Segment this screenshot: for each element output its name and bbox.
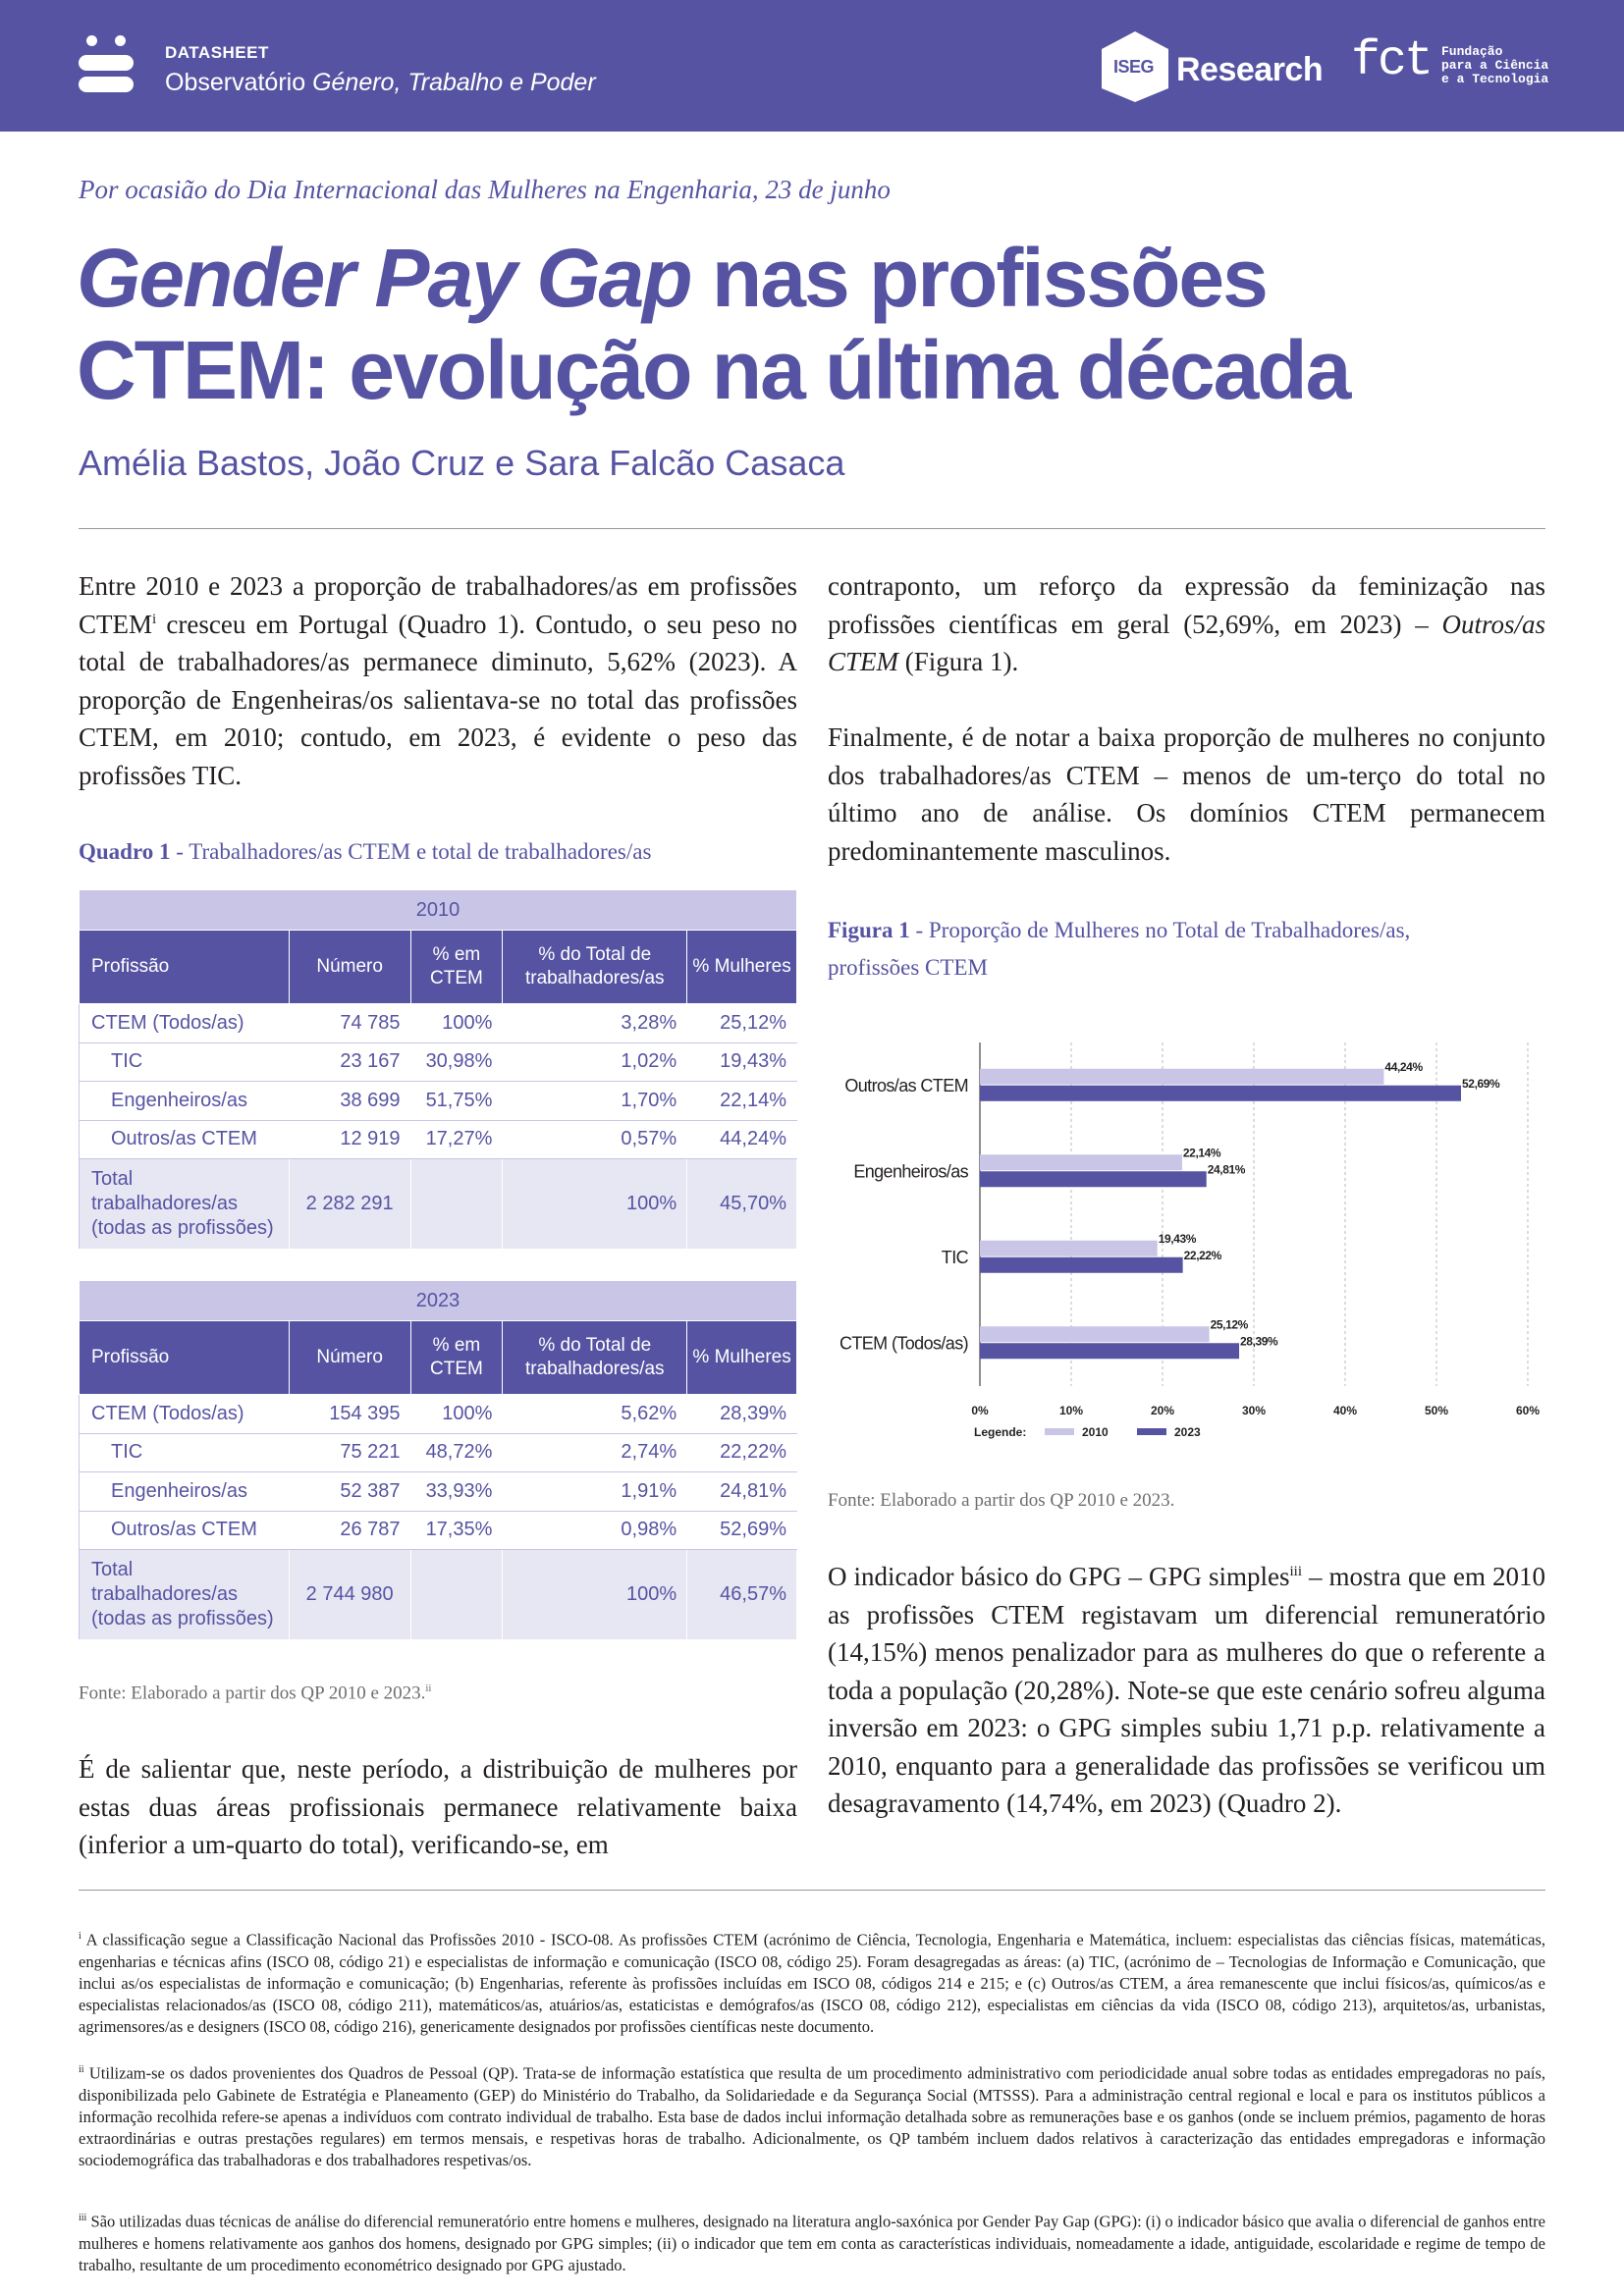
legend-label: 2023 — [1174, 1425, 1201, 1439]
divider — [79, 528, 1545, 529]
bar-2023 — [980, 1257, 1183, 1273]
bar-2010 — [980, 1241, 1158, 1256]
table-row — [80, 1082, 797, 1121]
cell-pct-total: 5,62% — [503, 1395, 687, 1434]
cell-pct-mulheres: 19,43% — [687, 1042, 797, 1082]
cell-pct-total: 1,02% — [503, 1042, 687, 1082]
cell-pct-ctem: 51,75% — [410, 1082, 503, 1121]
fct-logo-text: Fundação para a Ciência e a Tecnologia — [1441, 44, 1549, 86]
table-row — [80, 1120, 797, 1159]
cell-profissao: Engenheiros/as — [80, 1472, 290, 1512]
legend-swatch — [1137, 1428, 1166, 1435]
legend-title: Legende: — [974, 1425, 1027, 1439]
observatorio-name: Observatório Género, Trabalho e Poder — [165, 69, 596, 96]
cell-pct-total: 1,70% — [503, 1082, 687, 1121]
table-row — [80, 1472, 797, 1512]
cell-profissao: Engenheiros/as — [80, 1082, 290, 1121]
table-row — [80, 1433, 797, 1472]
cell-pct-total: 0,57% — [503, 1120, 687, 1159]
cell-numero: 26 787 — [289, 1511, 410, 1550]
footnote-2: $^{ii}$ Utilizam-se os dados provenientes dos Quadros de Pessoal (QP). Trata-se de informação estatística que resulta de um procedimento administrativo com periodicidade anual sobre todas as entidades empregadoras no país, disponibilizada pelo Gabinete de Estratégia e Planeamento (GEP) do Ministério do Trabalho, da Solidariedade e da Segurança Social (MTSSS). Para a administração central regional e local e para os institutos públicos a informação recolhida refere-se apenas a indivíduos com contrato individual de trabalho. Esta base de dados inclui informação detalhada sobre as remunerações base e os ganhos (onde se incluem prémios, pagamento de horas extraordinárias e outras prestações regulares) em termos mensais, e respetivas horas de trabalho. Adicionalmente, os QP também incluem dados relativos à caracterização das entidades empregadoras e informação sociodemográfica das trabalhadoras e dos trabalhadores respetivas/os. — [79, 2063, 1545, 2169]
cell-profissao: CTEM (Todos/as) — [80, 1395, 290, 1434]
page-title: Gender Pay Gap nas profissões CTEM: evolução na última década — [77, 232, 1350, 416]
paragraph-contraponto: contraponto, um reforço da expressão da feminização nas profissões científicas em geral (52,69%, em 2023) – Outros/as CTEM (Figura 1). — [828, 571, 1545, 676]
cell-numero: 2 744 980 — [289, 1550, 410, 1640]
column-header: % em CTEM — [410, 931, 503, 1004]
observatorio-logo-icon — [79, 35, 134, 96]
cell-pct-mulheres: 46,57% — [687, 1550, 797, 1640]
column-header: % Mulheres — [687, 1321, 797, 1395]
cell-pct-ctem — [410, 1550, 503, 1640]
table-row-total — [80, 1550, 797, 1640]
data-label: 28,39% — [1240, 1334, 1278, 1349]
table-row — [80, 1042, 797, 1082]
cell-pct-total: 0,98% — [503, 1511, 687, 1550]
cell-pct-mulheres: 52,69% — [687, 1511, 797, 1550]
footnote-3: $^{iii}$ São utilizadas duas técnicas de análise do diferencial remuneratório entre homens e mulheres, designado na literatura anglo-saxónica por Gender Pay Gap (GPG): (i) o indicador básico que avalia o diferencial de ganhos entre mulheres e homens relativamente aos ganhos dos homens, designado por GPG simples; (ii) o indicador que tem em conta as características individuais, nomeadamente a idade, antiguidade, escolaridade e regime de tempo de trabalho, resultante de um procedimento econométrico designado por GPG ajustado. — [79, 2212, 1546, 2274]
x-tick-label: 0% — [971, 1404, 989, 1417]
paragraph-gpg: O indicador básico do GPG – GPG simples$^{iii}$ – mostra que em 2010 as profissões CTEM registavam um diferencial remuneratório (14,15%) menos penalizador para as mulheres do que o referente a toda a população (20,28%). Note-se que este cenário sofreu alguma inversão em 2023: o GPG simples subiu 1,71 p.p. relativamente a 2010, enquanto para a generalidade das profissões se verificou um desagravamento (14,74%, em 2023) (Quadro 2). — [828, 1562, 1545, 1818]
legend-label: 2010 — [1082, 1425, 1109, 1439]
cell-pct-mulheres: 28,39% — [687, 1395, 797, 1434]
cell-pct-ctem: 33,93% — [410, 1472, 503, 1512]
cell-profissao: Total trabalhadores/as (todas as profissões) — [80, 1550, 290, 1640]
cell-pct-total: 1,91% — [503, 1472, 687, 1512]
research-logo-text: Research — [1176, 51, 1324, 88]
quadro1-table-2010 — [79, 889, 797, 1250]
category-label: Engenheiros/as — [853, 1161, 968, 1182]
table-row — [80, 1511, 797, 1550]
cell-pct-mulheres: 44,24% — [687, 1120, 797, 1159]
cell-profissao: Total trabalhadores/as (todas as profissões) — [80, 1159, 290, 1250]
column-header: % do Total de trabalhadores/as — [503, 1321, 687, 1395]
iseg-logo-text: ISEG — [1113, 57, 1155, 77]
cell-pct-total: 3,28% — [503, 1004, 687, 1043]
datasheet-label: DATASHEET — [165, 43, 269, 62]
table-year: 2023 — [80, 1281, 797, 1321]
cell-profissao: CTEM (Todos/as) — [80, 1004, 290, 1043]
cell-numero: 12 919 — [289, 1120, 410, 1159]
cell-profissao: TIC — [80, 1433, 290, 1472]
footnote-1: $^i$ A classificação segue a Classificação Nacional das Profissões 2010 - ISCO-08. As profissões CTEM (acrónimo de Ciência, Tecnologia, Engenharia e Matemática, incluem: especialistas das ciências físicas, matemáticas, engenharias e técnicas afins (ISCO 08, código 21) e especialistas de informação e comunicação (ISCO 08, código 25). Foram desagregadas as áreas: (a) TIC, (acrónimo de – Tecnologias de Informação e Comunicação, que inclui as/os especialistas de informação e comunicação; (b) Engenharias, referente às profissões incluídas em ISCO 08, códigos 214 e 215; e (c) Outros/as CTEM, a área remanescente que inclui físicos/as, químicos/as e especialistas relacionados/as (ISCO 08, código 211), matemáticos/as, atuários/as, estaticistas e demógrafos/as (ISCO 08, código 212), especialistas em ciências da vida (ISCO 08, código 213), arquitetos/as, urbanistas, agrimensores/as e designers (ISCO 08, código 216), genericamente designados por profissões científicas neste documento. — [79, 1930, 1545, 2036]
cell-numero: 2 282 291 — [289, 1159, 410, 1250]
cell-numero: 75 221 — [289, 1433, 410, 1472]
data-label: 22,22% — [1183, 1248, 1221, 1262]
x-tick-label: 10% — [1058, 1404, 1084, 1417]
cell-pct-ctem: 48,72% — [410, 1433, 503, 1472]
cell-pct-ctem: 17,35% — [410, 1511, 503, 1550]
table-row — [80, 1395, 797, 1434]
cell-numero: 23 167 — [289, 1042, 410, 1082]
bar-2010 — [980, 1326, 1210, 1342]
cell-pct-mulheres: 22,14% — [687, 1082, 797, 1121]
bar-2010 — [980, 1069, 1383, 1085]
quadro1-source: Fonte: Elaborado a partir dos QP 2010 e 2023.$^{ii}$ — [79, 1682, 432, 1704]
cell-pct-ctem — [410, 1159, 503, 1250]
cell-pct-ctem: 30,98% — [410, 1042, 503, 1082]
cell-numero: 38 699 — [289, 1082, 410, 1121]
x-tick-label: 40% — [1332, 1404, 1358, 1417]
column-header: % do Total de trabalhadores/as — [503, 931, 687, 1004]
bar-2010 — [980, 1154, 1182, 1170]
category-label: CTEM (Todos/as) — [839, 1333, 968, 1354]
cell-pct-mulheres: 22,22% — [687, 1433, 797, 1472]
figura1-source: Fonte: Elaborado a partir dos QP 2010 e 2023. — [828, 1490, 1175, 1511]
authors: Amélia Bastos, João Cruz e Sara Falcão Casaca — [79, 443, 845, 483]
cell-profissao: Outros/as CTEM — [80, 1511, 290, 1550]
x-tick-label: 20% — [1150, 1404, 1175, 1417]
column-header: Número — [289, 931, 410, 1004]
cell-numero: 74 785 — [289, 1004, 410, 1043]
cell-pct-ctem: 100% — [410, 1395, 503, 1434]
bar-2023 — [980, 1171, 1207, 1187]
data-label: 19,43% — [1158, 1231, 1197, 1246]
table-year: 2010 — [80, 890, 797, 931]
column-header: % Mulheres — [687, 931, 797, 1004]
cell-pct-total: 100% — [503, 1159, 687, 1250]
table-row-total — [80, 1159, 797, 1250]
column-header: Profissão — [80, 1321, 290, 1395]
cell-pct-mulheres: 25,12% — [687, 1004, 797, 1043]
legend-swatch — [1045, 1428, 1074, 1435]
data-label: 44,24% — [1384, 1059, 1423, 1074]
cell-pct-mulheres: 45,70% — [687, 1159, 797, 1250]
header-band — [0, 0, 1624, 132]
paragraph-intro: Entre 2010 e 2023 a proporção de trabalhadores/as em profissões CTEM$^i$ cresceu em Portugal (Quadro 1). Contudo, o seu peso no total de trabalhadores/as permanece diminuto, 5,62% (2023). A proporção de Engenheiras/os salientava-se no total das profissões CTEM, em 2010; contudo, em 2023, é evidente o peso das profissões TIC. — [79, 571, 797, 790]
paragraph-distribution: É de salientar que, neste período, a distribuição de mulheres por estas duas áreas profissionais permanece relativamente baixa (inferior a um-quarto do total), verificando-se, em — [79, 1754, 797, 1859]
occasion-subtitle: Por ocasião do Dia Internacional das Mulheres na Engenharia, 23 de junho — [79, 175, 891, 204]
column-header: % em CTEM — [410, 1321, 503, 1395]
cell-pct-ctem: 17,27% — [410, 1120, 503, 1159]
cell-profissao: Outros/as CTEM — [80, 1120, 290, 1159]
x-tick-label: 50% — [1424, 1404, 1449, 1417]
figura1-chart — [825, 1031, 1551, 1463]
fct-logo-icon: fct — [1351, 33, 1432, 89]
x-tick-label: 30% — [1241, 1404, 1267, 1417]
x-tick-label: 60% — [1515, 1404, 1541, 1417]
quadro1-caption: Quadro 1 - Trabalhadores/as CTEM e total de trabalhadores/as — [79, 839, 652, 864]
cell-pct-total: 100% — [503, 1550, 687, 1640]
cell-numero: 52 387 — [289, 1472, 410, 1512]
cell-numero: 154 395 — [289, 1395, 410, 1434]
column-header: Número — [289, 1321, 410, 1395]
category-label: TIC — [941, 1247, 968, 1267]
data-label: 25,12% — [1210, 1317, 1248, 1332]
data-label: 24,81% — [1207, 1162, 1246, 1177]
cell-profissao: TIC — [80, 1042, 290, 1082]
quadro1-table-2023 — [79, 1280, 797, 1640]
column-header: Profissão — [80, 931, 290, 1004]
footnote-divider — [79, 1890, 1545, 1891]
cell-pct-mulheres: 24,81% — [687, 1472, 797, 1512]
bar-2023 — [980, 1343, 1239, 1359]
paragraph-finalmente: Finalmente, é de notar a baixa proporção de mulheres no conjunto dos trabalhadores/as CTEM – menos de um-terço do total no último ano de análise. Os domínios CTEM permanecem predominantemente masculinos. — [828, 722, 1545, 866]
data-label: 52,69% — [1462, 1076, 1500, 1091]
figura1-caption: Figura 1 - Proporção de Mulheres no Total de Trabalhadores/as, profissões CTEM — [828, 918, 1411, 980]
bar-2023 — [980, 1086, 1461, 1101]
cell-pct-ctem: 100% — [410, 1004, 503, 1043]
data-label: 22,14% — [1182, 1146, 1221, 1160]
category-label: Outros/as CTEM — [844, 1075, 968, 1095]
cell-pct-total: 2,74% — [503, 1433, 687, 1472]
table-row — [80, 1004, 797, 1043]
